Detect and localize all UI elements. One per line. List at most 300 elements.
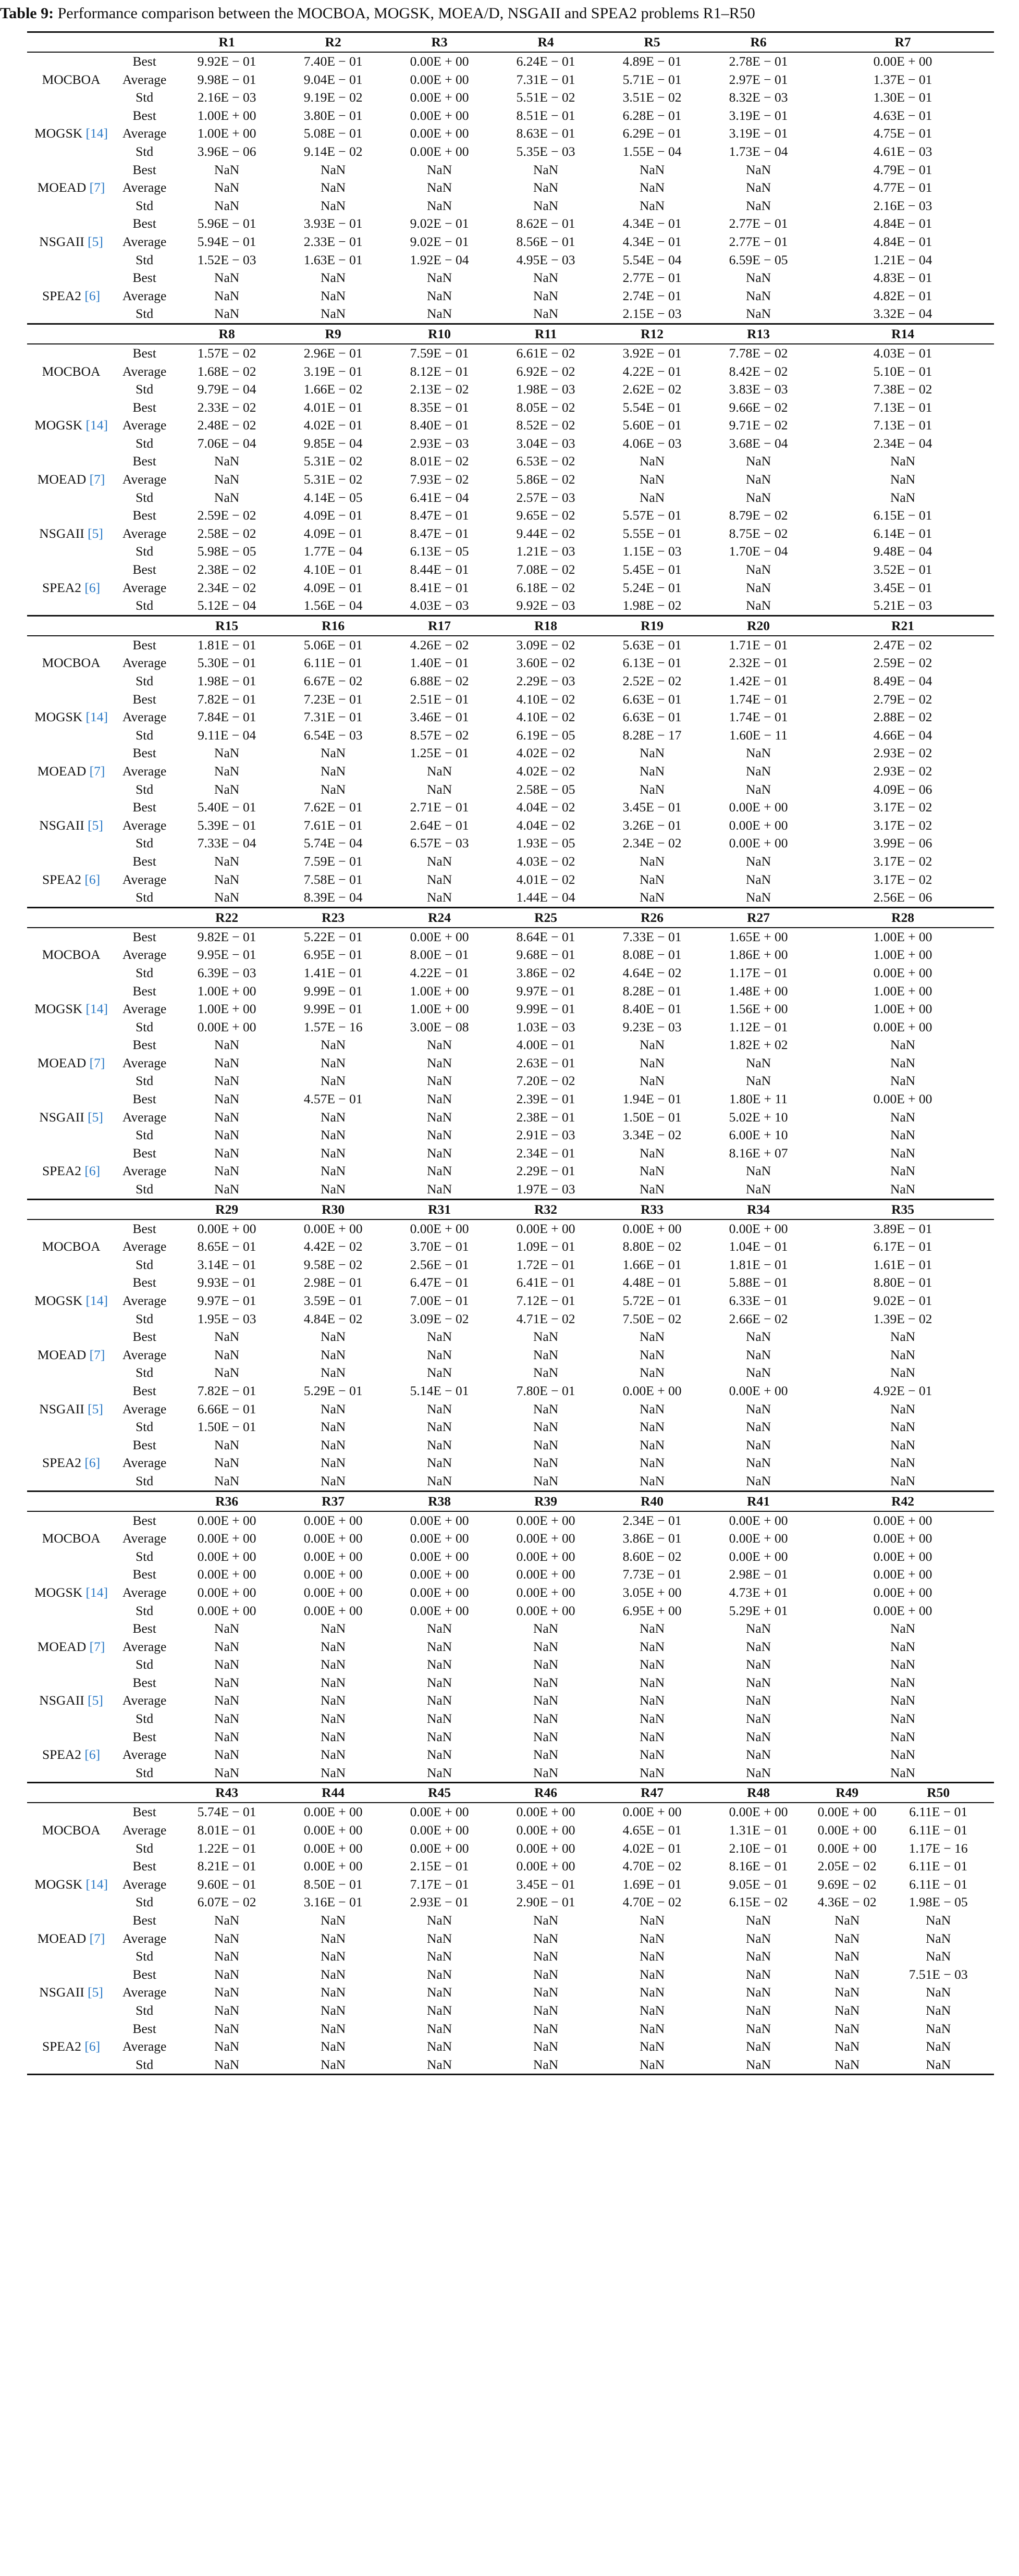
value-cell: 4.02E − 01 — [303, 417, 363, 433]
value-cell: NaN — [427, 1913, 452, 1928]
value-cell: 3.19E − 01 — [303, 363, 363, 379]
stat-label: Average — [122, 709, 167, 725]
stat-label: Std — [136, 198, 154, 213]
value-cell: NaN — [745, 745, 771, 761]
value-cell: 3.96E − 06 — [197, 143, 256, 159]
stat-label: Best — [132, 1858, 156, 1874]
value-cell: NaN — [321, 1437, 346, 1452]
value-cell: 9.48E − 04 — [873, 544, 932, 559]
algorithm-name: MOGSK — [34, 126, 83, 141]
citation-link[interactable]: [14] — [85, 1293, 108, 1308]
algorithm-cell — [27, 1454, 115, 1472]
value-cell: NaN — [705, 305, 812, 324]
citation-link[interactable]: [5] — [88, 1693, 103, 1708]
algorithm-name: MOCBOA — [42, 1531, 101, 1546]
stat-label: Average — [122, 655, 167, 671]
stat-label: Best — [132, 1275, 156, 1290]
column-header: R31 — [386, 1199, 493, 1219]
citation-link[interactable]: [7] — [89, 1638, 105, 1654]
value-cell: NaN — [745, 580, 771, 595]
value-cell: 0.00E + 00 — [817, 1822, 877, 1838]
value-cell: 0.00E + 00 — [197, 1019, 256, 1034]
header-row — [27, 907, 994, 928]
citation-link[interactable]: [6] — [84, 580, 101, 595]
value-cell: 5.14E − 01 — [410, 1383, 469, 1398]
algorithm-name: SPEA2 — [42, 1455, 82, 1471]
value-cell: 2.47E − 02 — [873, 637, 932, 652]
value-cell: NaN — [321, 1657, 346, 1672]
citation-link[interactable]: [5] — [88, 233, 103, 249]
value-cell: 0.00E + 00 — [303, 1567, 363, 1582]
citation-link[interactable]: [7] — [89, 472, 105, 487]
stat-label: Average — [122, 1293, 167, 1308]
value-cell: NaN — [321, 1913, 346, 1928]
table-row — [27, 1472, 994, 1491]
citation-link[interactable]: [6] — [84, 1163, 101, 1179]
header-blank — [27, 1199, 115, 1219]
table-row — [27, 1511, 994, 1530]
value-cell: NaN — [834, 1966, 860, 1982]
value-cell: NaN — [321, 1674, 346, 1690]
stat-label: Std — [136, 1419, 154, 1435]
value-cell: 5.29E + 01 — [729, 1603, 788, 1618]
value-cell: 3.86E − 01 — [622, 1531, 682, 1546]
citation-link[interactable]: [5] — [88, 817, 103, 833]
value-cell: 0.00E + 00 — [516, 1531, 575, 1546]
value-cell: 0.00E + 00 — [410, 143, 469, 159]
value-cell: 9.82E − 01 — [197, 929, 256, 944]
column-header: R10 — [386, 324, 493, 344]
citation-link[interactable]: [14] — [85, 417, 108, 433]
value-cell: 6.63E − 01 — [622, 691, 682, 707]
value-cell: 5.71E − 01 — [622, 71, 682, 87]
value-cell: 2.10E − 01 — [729, 1840, 788, 1856]
algorithm-cell — [27, 1256, 115, 1274]
algorithm-cell — [27, 889, 115, 907]
algorithm-cell — [27, 1310, 115, 1328]
value-cell: 5.39E − 01 — [197, 817, 256, 833]
value-cell: 1.98E − 05 — [908, 1894, 968, 1910]
value-cell: 0.00E + 00 — [516, 1584, 575, 1600]
value-cell: NaN — [427, 1949, 452, 1964]
value-cell: 9.92E − 01 — [197, 54, 256, 69]
citation-link[interactable]: [14] — [85, 1584, 108, 1600]
stat-label: Average — [122, 233, 167, 249]
stat-label: Best — [132, 270, 156, 286]
header-blank — [27, 32, 115, 53]
value-cell: NaN — [321, 1638, 346, 1654]
value-cell: 6.29E − 01 — [622, 126, 682, 141]
value-cell: 1.00E + 00 — [410, 983, 469, 999]
value-cell: 4.83E − 01 — [873, 270, 932, 286]
table-row — [27, 1948, 994, 1966]
value-cell: NaN — [533, 1365, 559, 1381]
value-cell: NaN — [321, 1419, 346, 1435]
algorithm-cell — [27, 197, 115, 215]
value-cell: NaN — [174, 1180, 280, 1199]
column-header: R8 — [174, 324, 280, 344]
citation-link[interactable]: [7] — [89, 1930, 105, 1946]
algorithm-cell — [27, 1728, 115, 1746]
value-cell: NaN — [639, 198, 665, 213]
value-cell: NaN — [321, 1693, 346, 1708]
value-cell: 3.19E − 01 — [729, 107, 788, 123]
citation-link[interactable]: [5] — [88, 525, 103, 541]
value-cell: 0.00E + 00 — [410, 90, 469, 105]
algorithm-cell — [27, 964, 115, 982]
value-cell: 8.42E − 02 — [729, 363, 788, 379]
citation-link[interactable]: [6] — [84, 1747, 101, 1762]
value-cell: NaN — [386, 889, 493, 907]
value-cell: NaN — [533, 1437, 559, 1452]
citation-link[interactable]: [6] — [84, 2039, 101, 2054]
value-cell: 2.34E − 02 — [197, 580, 256, 595]
value-cell: 2.77E − 01 — [729, 216, 788, 231]
column-header: R21 — [812, 615, 994, 636]
table-row — [27, 1656, 994, 1674]
value-cell: NaN — [890, 1693, 916, 1708]
stat-label: Best — [132, 1729, 156, 1744]
stat-label: Std — [136, 1073, 154, 1089]
algorithm-cell — [27, 179, 115, 197]
value-cell: 4.84E − 02 — [303, 1311, 363, 1326]
table-row — [27, 1418, 994, 1436]
value-cell: 9.44E − 02 — [516, 525, 575, 541]
column-header: R41 — [705, 1491, 812, 1511]
algorithm-cell — [27, 1328, 115, 1346]
stat-label: Best — [132, 562, 156, 577]
citation-link[interactable]: [6] — [84, 1455, 101, 1471]
value-cell: 7.82E − 01 — [197, 1383, 256, 1398]
value-cell: NaN — [427, 288, 452, 303]
value-cell: NaN — [705, 1472, 812, 1491]
value-cell: NaN — [639, 489, 665, 505]
stat-label: Average — [122, 1747, 167, 1762]
citation-link[interactable]: [14] — [85, 126, 108, 141]
value-cell: 9.02E − 01 — [410, 216, 469, 231]
stat-label: Std — [136, 435, 154, 451]
value-cell: 4.61E − 03 — [873, 143, 932, 159]
column-header: R4 — [493, 32, 599, 53]
value-cell: NaN — [639, 1365, 665, 1381]
value-cell: 3.09E − 02 — [410, 1311, 469, 1326]
algorithm-cell — [27, 982, 115, 1001]
value-cell: 4.10E − 02 — [516, 709, 575, 725]
value-cell: NaN — [745, 1674, 771, 1690]
value-cell: 6.41E − 01 — [516, 1275, 575, 1290]
value-cell: 6.33E − 01 — [729, 1293, 788, 1308]
value-cell: 6.11E − 01 — [909, 1858, 968, 1874]
citation-link[interactable]: [5] — [88, 1401, 103, 1416]
algorithm-cell — [27, 1584, 115, 1602]
value-cell: NaN — [639, 162, 665, 177]
citation-link[interactable]: [5] — [88, 1985, 103, 2000]
value-cell: 0.00E + 00 — [410, 107, 469, 123]
table-row — [27, 107, 994, 125]
column-header: R20 — [705, 615, 812, 636]
value-cell: NaN — [493, 305, 599, 324]
table-row — [27, 691, 994, 709]
value-cell: NaN — [533, 1966, 559, 1982]
value-cell: 6.24E − 01 — [516, 54, 575, 69]
algorithm-cell — [27, 215, 115, 233]
column-header: R18 — [493, 615, 599, 636]
table-row — [27, 1400, 994, 1419]
value-cell: 8.12E − 01 — [410, 363, 469, 379]
value-cell: 5.21E − 03 — [812, 597, 994, 615]
algorithm-name: MOEAD — [37, 763, 87, 779]
column-header: R45 — [386, 1783, 493, 1803]
stat-label: Best — [132, 1329, 156, 1345]
value-cell: NaN — [639, 1657, 665, 1672]
value-cell: 1.93E − 05 — [516, 835, 575, 851]
stat-label: Std — [136, 252, 154, 267]
column-header: R22 — [174, 907, 280, 928]
value-cell: 4.01E − 02 — [516, 871, 575, 887]
value-cell: 6.15E − 01 — [873, 508, 932, 523]
value-cell: 0.00E + 00 — [817, 1840, 877, 1856]
algorithm-cell — [27, 1692, 115, 1710]
value-cell: NaN — [745, 1329, 771, 1345]
stat-label: Average — [122, 1239, 167, 1254]
value-cell: NaN — [533, 1401, 559, 1416]
value-cell: 3.99E − 06 — [873, 835, 932, 851]
value-cell: 2.15E − 03 — [599, 305, 705, 324]
value-cell: NaN — [745, 1055, 771, 1070]
value-cell: 7.31E − 01 — [516, 71, 575, 87]
value-cell: 8.63E − 01 — [516, 126, 575, 141]
value-cell: NaN — [745, 1163, 771, 1179]
value-cell: 7.62E − 01 — [303, 799, 363, 815]
value-cell: NaN — [639, 1621, 665, 1636]
value-cell: NaN — [321, 781, 346, 797]
value-cell: 9.71E − 02 — [729, 417, 788, 433]
value-cell: NaN — [321, 1347, 346, 1362]
value-cell: 8.75E − 02 — [729, 525, 788, 541]
value-cell: 2.63E − 01 — [516, 1055, 575, 1070]
value-cell: NaN — [890, 1419, 916, 1435]
column-header: R33 — [599, 1199, 705, 1219]
value-cell: NaN — [214, 1365, 240, 1381]
value-cell: NaN — [533, 1419, 559, 1435]
value-cell: 4.06E − 03 — [622, 435, 682, 451]
stat-label: Best — [132, 983, 156, 999]
algorithm-name: MOGSK — [34, 417, 83, 433]
value-cell: NaN — [427, 1365, 452, 1381]
value-cell: 5.98E − 05 — [197, 544, 256, 559]
value-cell: 5.74E − 04 — [303, 835, 363, 851]
column-header: R46 — [493, 1783, 599, 1803]
stat-label: Std — [136, 1603, 154, 1618]
value-cell: NaN — [427, 1091, 452, 1107]
value-cell: 2.38E − 02 — [197, 562, 256, 577]
value-cell: NaN — [890, 472, 916, 487]
column-header: R7 — [812, 32, 994, 53]
value-cell: NaN — [321, 1729, 346, 1744]
table-row — [27, 471, 994, 489]
value-cell: NaN — [280, 1764, 386, 1783]
algorithm-cell — [27, 305, 115, 324]
value-cell: NaN — [214, 2039, 240, 2054]
value-cell: 5.45E − 01 — [622, 562, 682, 577]
value-cell: NaN — [639, 1638, 665, 1654]
algorithm-cell — [27, 52, 115, 71]
value-cell: 2.16E − 03 — [197, 90, 256, 105]
value-cell: 4.10E − 02 — [516, 691, 575, 707]
stat-label: Best — [132, 1145, 156, 1161]
table-row — [27, 1857, 994, 1876]
value-cell: 2.48E − 02 — [197, 417, 256, 433]
value-cell: 2.51E − 01 — [410, 691, 469, 707]
table-row — [27, 1436, 994, 1455]
value-cell: 5.30E − 01 — [197, 655, 256, 671]
citation-link[interactable]: [7] — [89, 180, 105, 195]
value-cell: 6.41E − 04 — [410, 489, 469, 505]
table-row — [27, 964, 994, 982]
column-header: R23 — [280, 907, 386, 928]
algorithm-name: SPEA2 — [42, 288, 82, 303]
algorithm-cell — [27, 654, 115, 672]
table-row — [27, 543, 994, 561]
algorithm-name: SPEA2 — [42, 1747, 82, 1762]
header-blank — [27, 1783, 115, 1803]
value-cell: NaN — [214, 745, 240, 761]
column-header: R16 — [280, 615, 386, 636]
algorithm-cell — [27, 543, 115, 561]
value-cell: 1.65E + 00 — [729, 929, 788, 944]
value-cell: 1.55E − 04 — [622, 143, 682, 159]
value-cell: NaN — [427, 1073, 452, 1089]
value-cell: NaN — [745, 1693, 771, 1708]
value-cell: NaN — [321, 2020, 346, 2036]
value-cell: 9.99E − 01 — [303, 1001, 363, 1017]
algorithm-cell — [27, 1108, 115, 1127]
algorithm-cell — [27, 71, 115, 89]
citation-link[interactable]: [6] — [84, 871, 101, 887]
value-cell: NaN — [321, 162, 346, 177]
value-cell: NaN — [427, 1437, 452, 1452]
value-cell: 1.50E − 01 — [197, 1419, 256, 1435]
algorithm-cell — [27, 1764, 115, 1783]
value-cell: 3.05E + 00 — [622, 1584, 682, 1600]
table-row — [27, 1548, 994, 1566]
citation-link[interactable]: [7] — [89, 763, 105, 779]
value-cell: NaN — [321, 1930, 346, 1946]
value-cell: 8.64E − 01 — [516, 929, 575, 944]
algorithm-name: NSGAII — [39, 1109, 84, 1125]
value-cell: 8.16E + 07 — [729, 1145, 788, 1161]
value-cell: 8.00E − 01 — [410, 947, 469, 963]
algorithm-name: NSGAII — [39, 1401, 84, 1416]
value-cell: 6.95E − 01 — [303, 947, 363, 963]
value-cell: NaN — [427, 2039, 452, 2054]
value-cell: NaN — [174, 889, 280, 907]
citation-link[interactable]: [7] — [89, 1347, 105, 1362]
value-cell: 9.58E − 02 — [303, 1256, 363, 1272]
citation-link[interactable]: [14] — [85, 1001, 108, 1017]
value-cell: 1.60E − 11 — [729, 727, 788, 743]
value-cell: NaN — [427, 2020, 452, 2036]
column-header: R32 — [493, 1199, 599, 1219]
value-cell: 9.97E − 01 — [197, 1293, 256, 1308]
value-cell: 7.59E − 01 — [303, 853, 363, 869]
value-cell: 7.06E − 04 — [197, 435, 256, 451]
value-cell: NaN — [321, 1037, 346, 1053]
value-cell: NaN — [745, 1930, 771, 1946]
algorithm-cell — [27, 1238, 115, 1256]
value-cell: 2.77E − 01 — [729, 233, 788, 249]
algorithm-name: NSGAII — [39, 817, 84, 833]
value-cell: NaN — [599, 1472, 705, 1491]
value-cell: NaN — [533, 1621, 559, 1636]
value-cell: 3.93E − 01 — [303, 216, 363, 231]
value-cell: 1.72E − 01 — [516, 1256, 575, 1272]
value-cell: 1.15E − 03 — [622, 544, 682, 559]
value-cell: 5.35E − 03 — [516, 143, 575, 159]
citation-link[interactable]: [14] — [85, 709, 108, 725]
value-cell: NaN — [427, 781, 452, 797]
value-cell: NaN — [493, 2056, 599, 2075]
algorithm-name: MOCBOA — [42, 1822, 101, 1838]
value-cell: 2.93E − 02 — [873, 745, 932, 761]
stat-label: Std — [136, 381, 154, 397]
citation-link[interactable]: [7] — [89, 1055, 105, 1070]
value-cell: 1.57E − 02 — [197, 345, 256, 361]
column-header: R14 — [812, 324, 994, 344]
table-row — [27, 179, 994, 197]
value-cell: NaN — [890, 1163, 916, 1179]
value-cell: 0.00E + 00 — [410, 929, 469, 944]
algorithm-cell — [27, 1674, 115, 1692]
citation-link[interactable]: [6] — [84, 288, 101, 303]
value-cell: NaN — [493, 1472, 599, 1491]
value-cell: 3.09E − 02 — [516, 637, 575, 652]
value-cell: 7.50E − 02 — [622, 1311, 682, 1326]
column-header: R50 — [882, 1783, 994, 1803]
table-row — [27, 1346, 994, 1364]
table-row — [27, 2020, 994, 2038]
column-header: R12 — [599, 324, 705, 344]
value-cell: 1.97E − 03 — [493, 1180, 599, 1199]
value-cell: NaN — [705, 1764, 812, 1783]
value-cell: 4.01E − 01 — [303, 399, 363, 415]
value-cell: NaN — [639, 763, 665, 779]
algorithm-cell — [27, 251, 115, 269]
value-cell: 4.95E − 03 — [516, 252, 575, 267]
value-cell: 5.31E − 02 — [303, 453, 363, 469]
stat-label: Std — [136, 965, 154, 980]
value-cell: 4.89E − 01 — [622, 54, 682, 69]
algorithm-cell — [27, 380, 115, 399]
value-cell: NaN — [321, 1145, 346, 1161]
value-cell: 7.13E − 01 — [873, 417, 932, 433]
stat-label: Std — [136, 1127, 154, 1143]
value-cell: 0.00E + 00 — [873, 1531, 932, 1546]
value-cell: 0.00E + 00 — [729, 799, 788, 815]
algorithm-cell — [27, 1620, 115, 1638]
algorithm-name: SPEA2 — [42, 2039, 82, 2054]
column-header: R27 — [705, 907, 812, 928]
algorithm-cell — [27, 1072, 115, 1090]
value-cell: 4.26E − 02 — [410, 637, 469, 652]
value-cell: NaN — [834, 2039, 860, 2054]
value-cell: 9.11E − 04 — [198, 727, 256, 743]
value-cell: 5.55E − 01 — [622, 525, 682, 541]
value-cell: NaN — [427, 1729, 452, 1744]
citation-link[interactable]: [5] — [88, 1109, 103, 1125]
table-row — [27, 762, 994, 781]
citation-link[interactable]: [14] — [85, 1876, 108, 1892]
